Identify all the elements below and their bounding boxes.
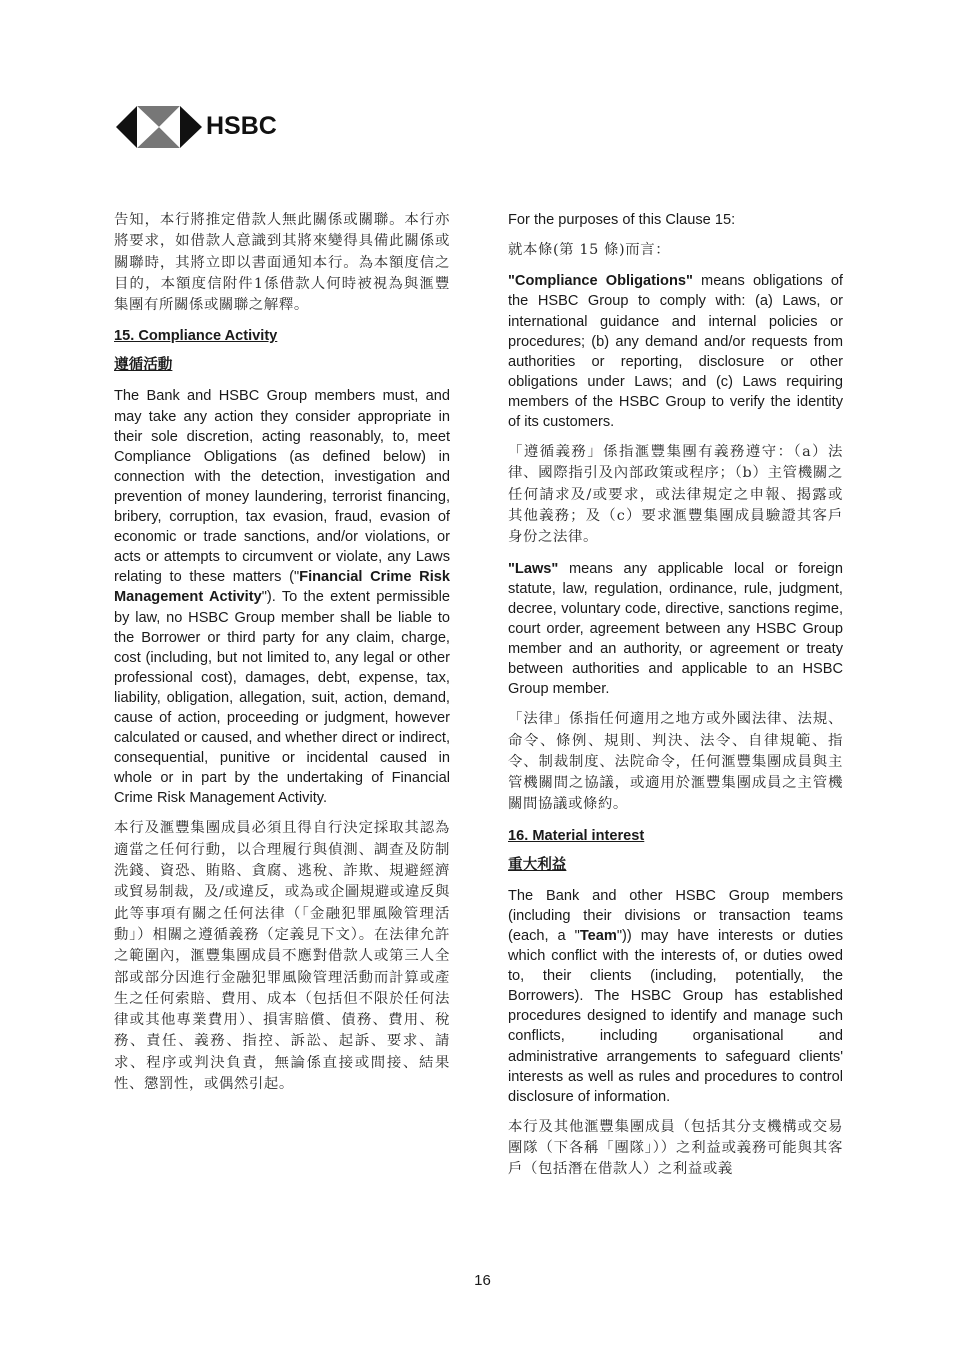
laws-definition [508, 559, 843, 700]
section-15-heading: 15. Compliance Activity [114, 328, 278, 345]
page-number: 16 [474, 1272, 491, 1289]
compliance-obligations-definition-zh: 「遵循義務」係指滙豐集團有義務遵守：（a）法律、國際指引及內部政策或程序；（b）主管機關之任何請求及/或要求，或法律規定之申報、揭露或其他義務；及（c）要求滙豐集團成員驗證其客戶身份之法律。 [508, 444, 843, 546]
hexagon-logo-icon [116, 100, 202, 154]
defined-term: Team [579, 927, 617, 944]
compliance-obligations-definition [508, 271, 843, 432]
section-16-heading-zh: 重大利益 [508, 855, 567, 873]
section-16-heading: 16. Material interest [508, 827, 645, 844]
compliance-activity-paragraph [114, 386, 450, 808]
laws-definition-zh: 「法律」係指任何適用之地方或外國法律、法規、命令、條例、規則、判決、法令、自律規範、指令、制裁制度、法院命令，任何滙豐集團成員與主管機關間之協議，或適用於滙豐集團成員之主管機關間協議或條約。 [508, 711, 843, 813]
material-interest-paragraph-zh: 本行及其他滙豐集團成員（包括其分支機構或交易團隊（下各稱「團隊」））之利益或義務可能與其客戶（包括潛在借款人）之利益或義 [508, 1118, 843, 1178]
material-interest-paragraph [508, 886, 843, 1107]
section-15-heading-zh: 遵循活動 [114, 356, 173, 374]
right-column [508, 210, 843, 1191]
paragraph-text: The Bank and other HSBC Group members (including their divisions or transaction teams (each, a " [508, 887, 843, 944]
paragraph-text: ")) may have interests or duties which conflict with the interests of, or duties owed to, their clients (including, potentially, the Borrowers). The HSBC Group has established procedures designed to identify and manage such conflicts, including organisational and administrative arrangements to safeguard clients' interests as well as rules and procedures to control disclosure of information. [508, 927, 843, 1105]
defined-term: Financial Crime Risk Management Activity [114, 569, 450, 606]
defined-term: "Laws" [508, 560, 559, 577]
defined-term: "Compliance Obligations" [508, 273, 693, 290]
purposes-line: For the purposes of this Clause 15: [508, 212, 736, 228]
hsbc-logo [116, 100, 316, 154]
definition-text: means obligations of the HSBC Group to comply with: (a) Laws, or international guidance and internal policies or procedures; (b) any demand and/or requests from authorities or reporting, disclosure or other obligations under Laws; and (c) Laws requiring members of the HSBC Group to verify the identity of its customers. [508, 273, 843, 431]
compliance-activity-paragraph-zh: 本行及滙豐集團成員必須且得自行決定採取其認為適當之任何行動，以合理履行與偵測、調查及防制洗錢、資恐、賄賂、貪腐、逃稅、詐欺、規避經濟或貿易制裁，及/或違反，或為或企圖規避或違反與此等事項有關之任何法律（「金融犯罪風險管理活動」）相關之遵循義務（定義見下文）。在法律允許之範圍內，滙豐集團成員不應對借款人或第三人全部或部分因進行金融犯罪風險管理活動而計算或產生之任何索賠、費用、成本（包括但不限於任何法律或其他專業費用）、損害賠償、債務、費用、稅務、責任、義務、指控、訴訟、起訴、要求、請求、程序或判決負責，無論係直接或間接、結果性、懲罰性，或偶然引起。 [114, 820, 450, 1093]
paragraph-text: "). To the extent permissible by law, no HSBC Group member shall be liable to the Borrower or third party for any claim, charge, cost (including, but not limited to, any legal or other professional cost), damages, debt, expense, tax, liability, obligation, allegation, suit, action, demand, cause of action, proceeding or judgment, however calculated or caused, and whether direct or indirect, consequential, punitive or incidental caused in whole or in part by the undertaking of Financial Crime Risk Management Activity. [114, 589, 450, 807]
brand-name: HSBC [206, 112, 277, 140]
left-column [114, 210, 450, 1105]
definition-text: means any applicable local or foreign statute, law, regulation, ordinance, rule, judgment, decree, voluntary code, directive, sanctions regime, court order, agreement between any HSBC Group member and an authority, or agreement or treaty between authorities and applicable to an HSBC Group member. [508, 560, 843, 698]
purposes-line-zh: 就本條(第 15 條)而言： [508, 242, 671, 259]
zh-intro-paragraph: 告知，本行將推定借款人無此關係或關聯。本行亦將要求，如借款人意識到其將來變得具備此關係或關聯時，其將立即以書面通知本行。為本額度信之目的，本額度信附件1係借款人何時被視為與滙豐集團有所關係或關聯之解釋。 [114, 212, 450, 314]
paragraph-text: The Bank and HSBC Group members must, and may take any action they consider appropriate in their sole discretion, acting reasonably, to, meet Compliance Obligations (as defined below) in connection with the detection, investigation and prevention of money laundering, terrorist financing, bribery, corruption, tax evasion, fraud, evasion of economic or trade sanctions, and/or violations, or acts or attempts to circumvent or violate, any Laws relating to these matters (" [114, 388, 450, 586]
